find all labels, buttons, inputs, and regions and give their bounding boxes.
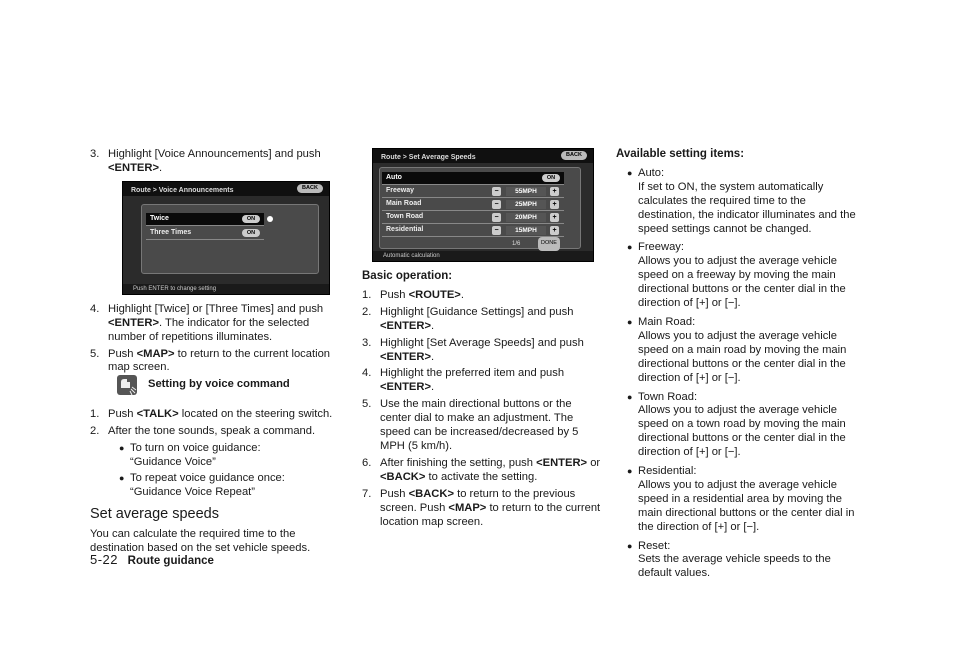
minus-icon: −: [492, 226, 501, 235]
section-title: Set average speeds: [90, 505, 219, 522]
op-step-2: 2. Highlight [Guidance Settings] and push <ENTER>.: [362, 305, 574, 332]
back-button: BACK: [297, 184, 323, 193]
set-average-speeds-screenshot: Route > Set Average Speeds BACK Auto ON Freeway − 55MPH + Main Road − 25MPH + Town Road − 20MPH + Residential − 15MPH + 1/6 DONE Automatic calculation: [372, 148, 594, 262]
voice-announcements-screenshot: Route > Voice Announcements BACK Twice ON Three Times ON Push ENTER to change setting: [122, 181, 330, 295]
row-three-times: Three Times ON: [146, 227, 264, 240]
minus-icon: −: [492, 213, 501, 222]
voice-step-2: 2. After the tone sounds, speak a command.: [90, 425, 316, 438]
voice-step-1: 1. Push <TALK> located on the steering switch.: [90, 408, 333, 421]
bullet-icon: ●: [627, 466, 633, 477]
voice-command-heading: Setting by voice command: [90, 378, 346, 404]
basic-operation-title: Basic operation:: [362, 270, 453, 282]
voice-command-icon: [116, 374, 138, 396]
plus-icon: +: [550, 187, 559, 196]
plus-icon: +: [550, 200, 559, 209]
step-5: 5. Push <MAP> to return to the current location map screen.: [90, 347, 331, 374]
available-items-title: Available setting items:: [616, 148, 745, 160]
row-auto: Auto ON: [382, 172, 564, 185]
done-button: DONE: [538, 237, 560, 251]
bullet-icon: ●: [627, 242, 633, 253]
indicator-icon: [267, 216, 273, 222]
back-button: BACK: [561, 151, 587, 160]
row-town-road: Town Road − 20MPH +: [382, 211, 564, 224]
bullet-icon: ●: [627, 167, 633, 178]
item-reset: ● Reset: Sets the average vehicle speeds to the default values.: [627, 539, 831, 580]
minus-icon: −: [492, 187, 501, 196]
op-step-1: 1. Push <ROUTE>.: [362, 288, 464, 301]
op-step-5: 5. Use the main directional buttons or the center dial to make an adjustment. The speed can be increased/decreased by 5 MPH (5 km/h).: [362, 398, 579, 452]
op-step-4: 4. Highlight the preferred item and push <ENTER>.: [362, 367, 565, 394]
plus-icon: +: [550, 226, 559, 235]
column-left: [90, 148, 346, 556]
column-middle: [362, 148, 602, 532]
step-3: 3. Highlight [Voice Announcements] and push <ENTER>.: [90, 148, 321, 174]
item-auto: ● Auto: If set to ON, the system automatically calculates the required time to the destination, the indicator illuminates and the speed settings cannot be changed.: [627, 166, 856, 235]
bullet-icon: ●: [119, 443, 125, 454]
bullet-icon: ●: [627, 540, 633, 551]
step-4: 4. Highlight [Twice] or [Three Times] and push <ENTER>. The indicator for the selected number of repetitions illuminates.: [90, 302, 324, 343]
item-main-road: ● Main Road: Allows you to adjust the average vehicle speed on a main road by moving the main directional buttons or the center dial in the direction of [+] or [−].: [627, 315, 847, 384]
bullet-icon: ●: [627, 391, 633, 402]
minus-icon: −: [492, 200, 501, 209]
item-town-road: ● Town Road: Allows you to adjust the average vehicle speed on a town road by moving the main directional buttons or the center dial in the direction of [+] or [−].: [627, 390, 846, 459]
page-indicator: 1/6: [512, 241, 521, 247]
row-twice: Twice ON: [146, 213, 264, 226]
item-residential: ● Residential: Allows you to adjust the average vehicle speed in a residential area by moving the main directional buttons or the center dial in the direction of [+] or [−].: [627, 465, 855, 533]
voice-bullet-1: ● To turn on voice guidance: “Guidance Voice”: [119, 442, 261, 469]
bullet-icon: ●: [119, 472, 125, 483]
section-text: You can calculate the required time to the destination based on the set vehicle speeds.: [90, 527, 311, 554]
op-step-3: 3. Highlight [Set Average Speeds] and push <ENTER>.: [362, 336, 584, 363]
bullet-icon: ●: [627, 316, 633, 327]
voice-bullet-2: ● To repeat voice guidance once: “Guidance Voice Repeat”: [119, 471, 285, 498]
column-right: [616, 148, 858, 586]
op-step-6: 6. After finishing the setting, push <ENTER> or <BACK> to activate the setting.: [362, 456, 601, 483]
page-number: 5-22: [90, 552, 119, 567]
row-residential: Residential − 15MPH +: [382, 224, 564, 237]
page-footer: [90, 552, 214, 567]
row-main-road: Main Road − 25MPH +: [382, 198, 564, 211]
chapter-title: Route guidance: [127, 555, 214, 567]
op-step-7: 7. Push <BACK> to return to the previous screen. Push <MAP> to return to the current location map screen.: [362, 487, 601, 528]
plus-icon: +: [550, 213, 559, 222]
row-freeway: Freeway − 55MPH +: [382, 185, 564, 198]
item-freeway: ● Freeway: Allows you to adjust the average vehicle speed on a freeway by moving the main directional buttons or the center dial in the direction of [+] or [−].: [627, 241, 846, 310]
